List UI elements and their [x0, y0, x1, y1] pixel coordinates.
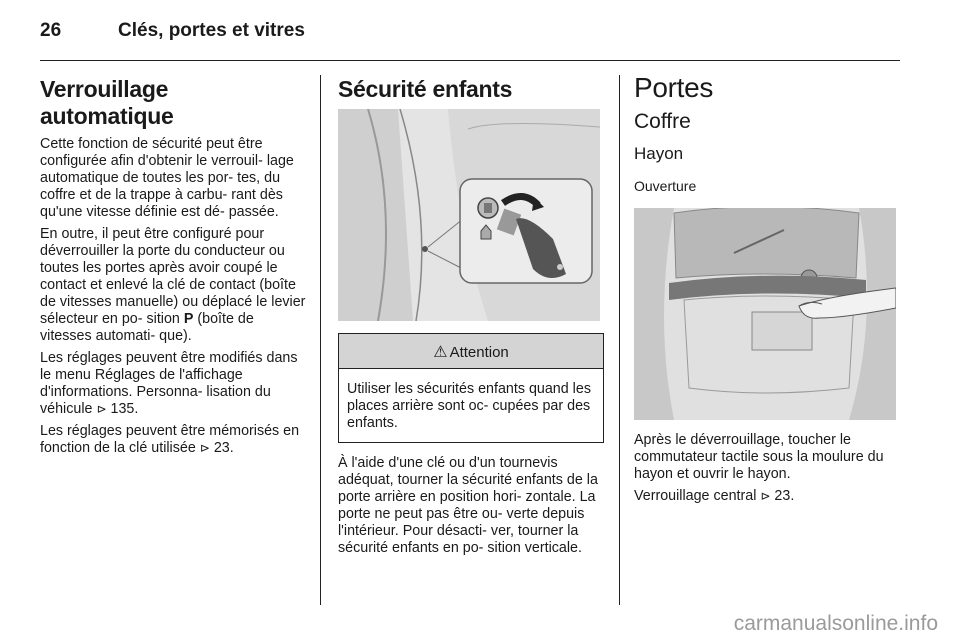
page-header [40, 20, 305, 42]
header-rule [40, 60, 900, 61]
heading-auto-lock: Verrouillage automatique [40, 76, 174, 129]
column-doors [634, 70, 900, 510]
attention-text: Utiliser les sécurités enfants quand les places arrière sont oc- cupées par des enfants. [347, 381, 591, 431]
column-divider-1 [320, 75, 321, 605]
heading-doors: Portes [634, 72, 714, 103]
heading-opening: Ouverture [634, 178, 697, 194]
gear-position-p: P [183, 311, 194, 327]
reference-arrow-icon: ⊳ [199, 441, 210, 455]
warning-triangle-icon: ⚠ [433, 342, 448, 361]
paragraph: Les réglages peuvent être mémorisés en fonction de la clé utilisée ⊳ 23. [40, 423, 300, 456]
page-reference-link[interactable]: 135. [110, 401, 139, 417]
section-title: Clés, portes et vitres [118, 20, 305, 41]
paragraph: Les réglages peuvent être modifiés dans le menu Réglages de l'affichage d'informations. Personna- lisation du véhicule ⊳ 135. [40, 350, 298, 417]
reference-arrow-icon: ⊳ [96, 402, 107, 416]
page-reference-link[interactable]: 23. [774, 488, 795, 504]
paragraph: En outre, il peut être configuré pour déverrouiller la porte du conducteur ou toutes les portes après avoir coupé le contact et enlevé la clé de contact (boîte de vitesses manuelle) ou déplacé le levier sélecteur en po- sition P (boîte de vitesses automati- que). [40, 226, 306, 344]
column-child-lock [338, 70, 604, 562]
page-number: 26 [40, 20, 62, 41]
attention-header: ⚠ Attention [339, 334, 603, 369]
reference-arrow-icon: ⊳ [760, 489, 771, 503]
heading-child-lock: Sécurité enfants [338, 76, 513, 102]
paragraph: Verrouillage central ⊳ 23. [634, 488, 795, 504]
heading-tailgate: Hayon [634, 144, 684, 163]
paragraph: À l'aide d'une clé ou d'un tournevis adéquat, tourner la sécurité enfants de la porte arrière en position hori- zontale. La porte ne peut pas être ou- verte depuis l'intérieur. Pour désacti- ver, tourner la sécurité enfants en po- sition verticale. [338, 455, 598, 556]
paragraph: Après le déverrouillage, toucher le commutateur tactile sous la moulure du hayon et ouvrir le hayon. [634, 432, 884, 482]
column-divider-2 [619, 75, 620, 605]
column-auto-lock [40, 70, 306, 462]
attention-box [338, 333, 604, 443]
page-reference-link[interactable]: 23. [213, 440, 234, 456]
paragraph: Cette fonction de sécurité peut être configurée afin d'obtenir le verrouil- lage automatique de toutes les por- tes, du coffre et de la trappe à carbu- rant dès qu'une vitesse définie est dé- passée. [40, 136, 294, 220]
child-lock-illustration [338, 109, 600, 321]
tailgate-illustration [634, 208, 896, 420]
watermark: carmanualsonline.info [733, 612, 938, 635]
heading-trunk: Coffre [634, 110, 691, 133]
